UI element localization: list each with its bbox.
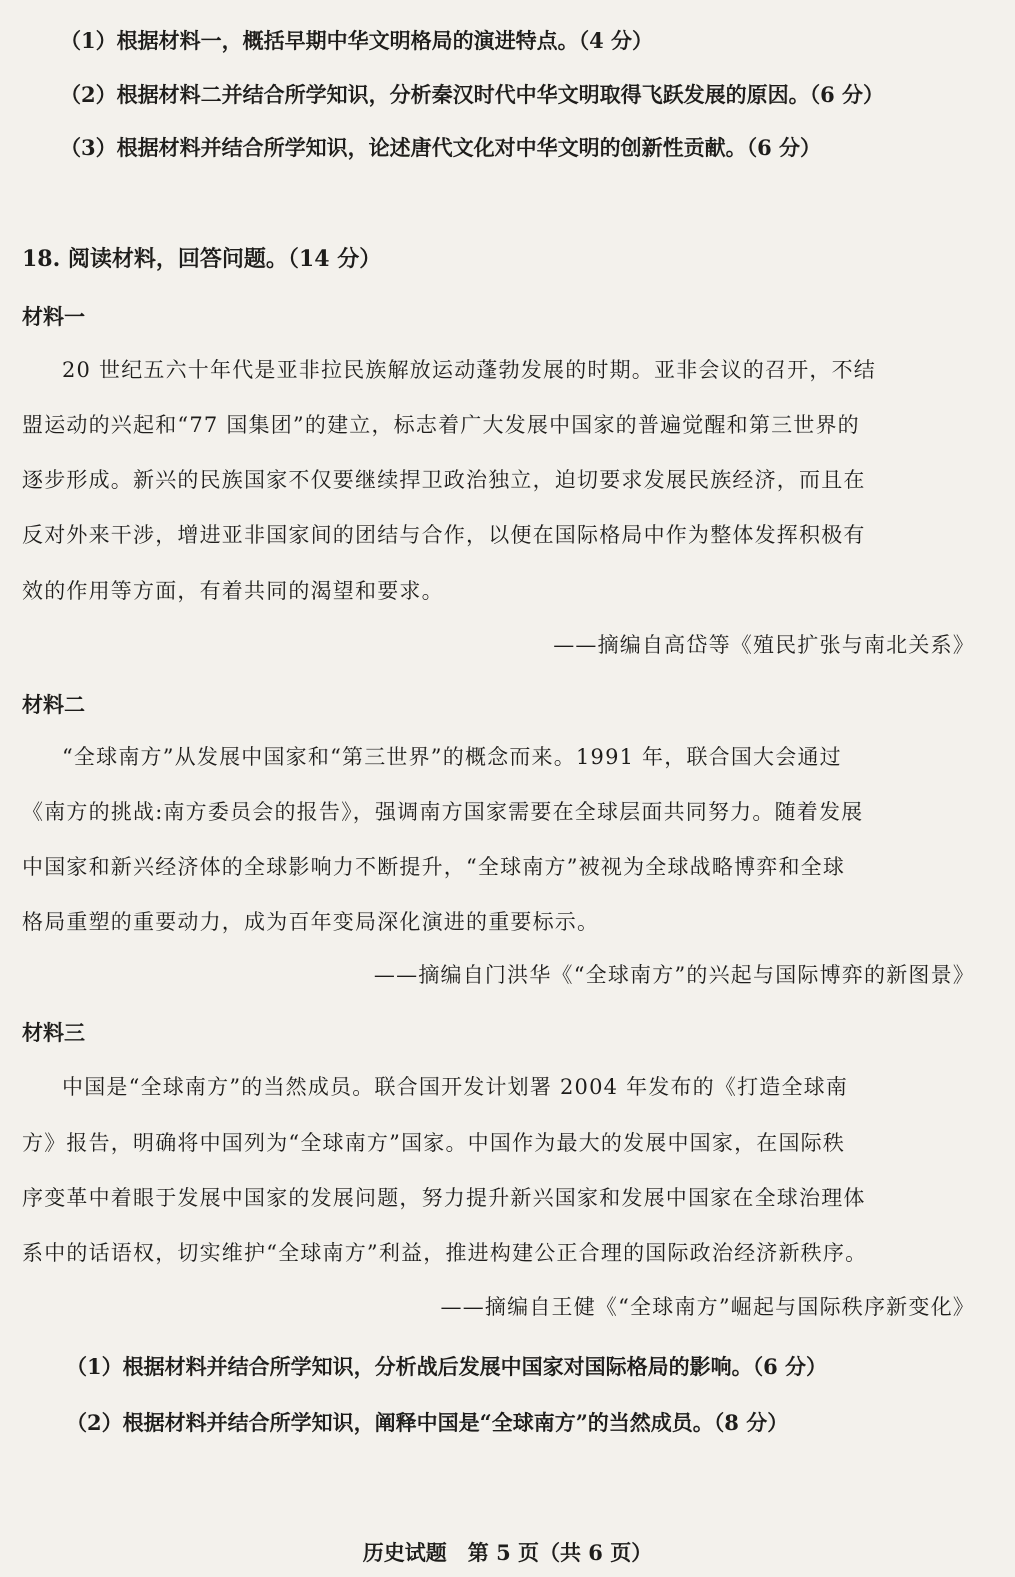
q18-sub1: （1）根据材料并结合所学知识，分析战后发展中国家对国际格局的影响。（6 分） bbox=[66, 1354, 828, 1379]
material1-line4: 反对外来干涉，增进亚非国家间的团结与合作，以便在国际格局中作为整体发挥积极有 bbox=[22, 523, 866, 547]
material2-line3: 中国家和新兴经济体的全球影响力不断提升，“全球南方”被视为全球战略博弈和全球 bbox=[22, 855, 846, 879]
material2-line1: “全球南方”从发展中国家和“第三世界”的概念而来。1991 年，联合国大会通过 bbox=[62, 745, 842, 769]
material1-line2: 盟运动的兴起和“77 国集团”的建立，标志着广大发展中国家的普遍觉醒和第三世界的 bbox=[22, 413, 860, 437]
material2-line2: 《南方的挑战:南方委员会的报告》，强调南方国家需要在全球层面共同努力。随着发展 bbox=[22, 800, 864, 824]
material2-label: 材料二 bbox=[22, 692, 85, 717]
q18-sub2: （2）根据材料并结合所学知识，阐释中国是“全球南方”的当然成员。（8 分） bbox=[66, 1410, 789, 1435]
material3-line3: 序变革中着眼于发展中国家的发展问题，努力提升新兴国家和发展中国家在全球治理体 bbox=[22, 1186, 866, 1210]
material3-line2: 方》报告，明确将中国列为“全球南方”国家。中国作为最大的发展中国家，在国际秩 bbox=[22, 1131, 846, 1155]
material1-source: ——摘编自高岱等《殖民扩张与南北关系》 bbox=[553, 633, 975, 657]
q17-sub2: （2）根据材料二并结合所学知识，分析秦汉时代中华文明取得飞跃发展的原因。（6 分） bbox=[60, 82, 885, 107]
material2-source: ——摘编自门洪华《“全球南方”的兴起与国际博弈的新图景》 bbox=[373, 963, 975, 987]
material1-line3: 逐步形成。新兴的民族国家不仅要继续捍卫政治独立，迫切要求发展民族经济，而且在 bbox=[22, 468, 866, 492]
material3-line4: 系中的话语权，切实维护“全球南方”利益，推进构建公正合理的国际政治经济新秩序。 bbox=[22, 1241, 868, 1265]
material1-line5: 效的作用等方面，有着共同的渴望和要求。 bbox=[22, 579, 444, 603]
q17-sub1: （1）根据材料一，概括早期中华文明格局的演进特点。（4 分） bbox=[60, 28, 654, 53]
material1-label: 材料一 bbox=[22, 304, 85, 329]
q18-heading: 18. 阅读材料，回答问题。（14 分） bbox=[22, 246, 382, 272]
material3-source: ——摘编自王健《“全球南方”崛起与国际秩序新变化》 bbox=[440, 1295, 975, 1319]
page-footer: 历史试题 第 5 页（共 6 页） bbox=[362, 1540, 653, 1565]
q17-sub3: （3）根据材料并结合所学知识，论述唐代文化对中华文明的创新性贡献。（6 分） bbox=[60, 135, 822, 160]
material3-label: 材料三 bbox=[22, 1020, 85, 1045]
material2-line4: 格局重塑的重要动力，成为百年变局深化演进的重要标示。 bbox=[22, 910, 600, 934]
material3-line1: 中国是“全球南方”的当然成员。联合国开发计划署 2004 年发布的《打造全球南 bbox=[62, 1075, 849, 1099]
material1-line1: 20 世纪五六十年代是亚非拉民族解放运动蓬勃发展的时期。亚非会议的召开，不结 bbox=[62, 358, 876, 382]
